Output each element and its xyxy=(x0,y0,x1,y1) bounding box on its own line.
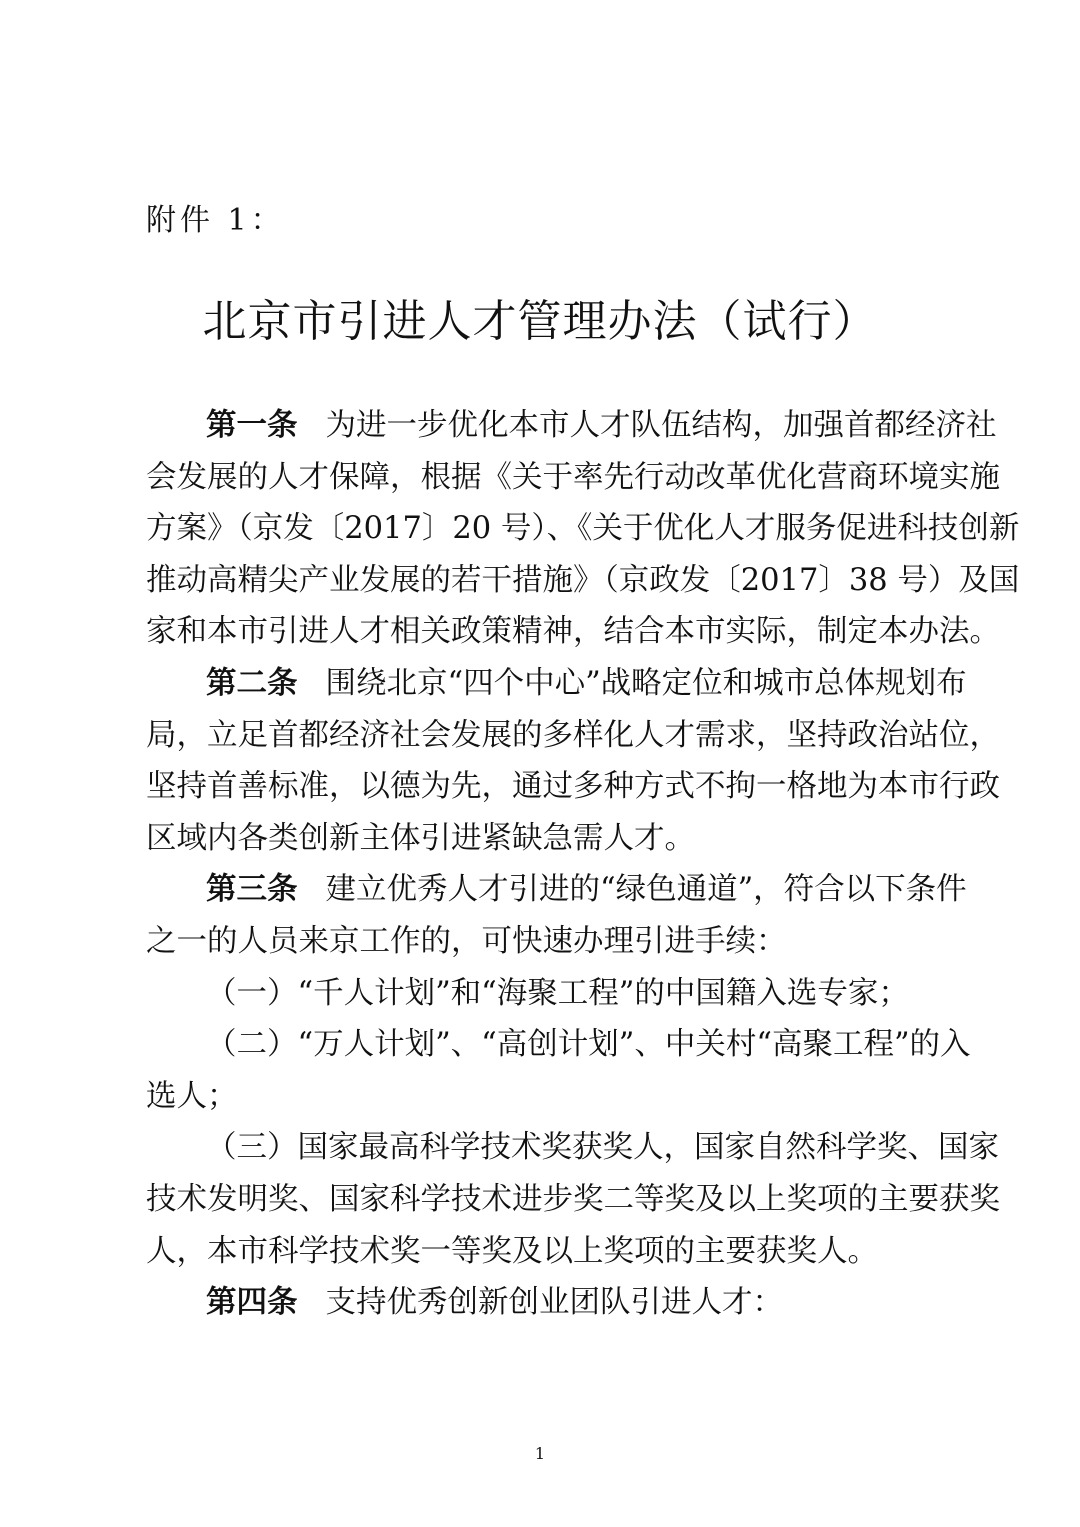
article-3-item-1: （一）“千人计划”和“海聚工程”的中国籍入选专家； xyxy=(206,975,909,1011)
article-3-text: 建立优秀人才引进的“绿色通道”，符合以下条件 xyxy=(325,872,967,908)
article-2-line-4: 区域内各类创新主体引进紧缺急需人才。 xyxy=(146,820,695,856)
article-3-heading: 第三条 xyxy=(206,872,298,908)
article-1-text: 为进一步优化本市人才队伍结构，加强首都经济社 xyxy=(325,408,997,443)
article-1-line-4: 推动高精尖产业发展的若干措施》（京政发〔2017〕38 号）及国 xyxy=(146,562,1020,598)
article-3-item-2-line-1: （二）“万人计划”、“高创计划”、中关村“高聚工程”的入 xyxy=(206,1027,971,1063)
attachment-label: 附件 1： xyxy=(146,203,285,238)
article-4-heading: 第四条 xyxy=(206,1285,298,1321)
document-title: 北京市引进人才管理办法（试行） xyxy=(202,296,878,347)
article-3-line-1 xyxy=(146,864,967,916)
article-3-item-3-line-1: （三）国家最高科学技术奖获奖人，国家自然科学奖、国家 xyxy=(206,1130,999,1166)
page-number: 1 xyxy=(534,1444,546,1463)
article-3-item-3-line-3: 人，本市科学技术奖一等奖及以上奖项的主要获奖人。 xyxy=(146,1233,878,1269)
article-4-line-1 xyxy=(146,1277,946,1329)
article-3-item-3-line-2: 技术发明奖、国家科学技术进步奖二等奖及以上奖项的主要获奖 xyxy=(146,1181,1000,1217)
article-1-line-1 xyxy=(146,400,997,452)
article-3-item-2-line-2: 选人； xyxy=(146,1078,238,1114)
article-2-heading: 第二条 xyxy=(206,665,298,701)
article-2-line-3: 坚持首善标准，以德为先，通过多种方式不拘一格地为本市行政 xyxy=(146,769,1000,805)
article-1-heading: 第一条 xyxy=(206,408,298,443)
article-1-line-5: 家和本市引进人才相关政策精神，结合本市实际，制定本办法。 xyxy=(146,614,1000,650)
article-2-line-1 xyxy=(146,658,967,710)
document-body xyxy=(146,400,1020,1329)
article-1-line-2: 会发展的人才保障，根据《关于率先行动改革优化营商环境实施 xyxy=(146,459,1000,495)
article-4-text: 支持优秀创新创业团队引进人才： xyxy=(325,1285,783,1321)
article-1-line-3: 方案》（京发〔2017〕20 号）、《关于优化人才服务促进科技创新 xyxy=(146,511,1020,547)
article-2-line-2: 局，立足首都经济社会发展的多样化人才需求，坚持政治站位， xyxy=(146,717,1000,753)
article-2-text: 围绕北京“四个中心”战略定位和城市总体规划布 xyxy=(325,665,967,701)
article-3-line-2: 之一的人员来京工作的，可快速办理引进手续： xyxy=(146,923,787,959)
